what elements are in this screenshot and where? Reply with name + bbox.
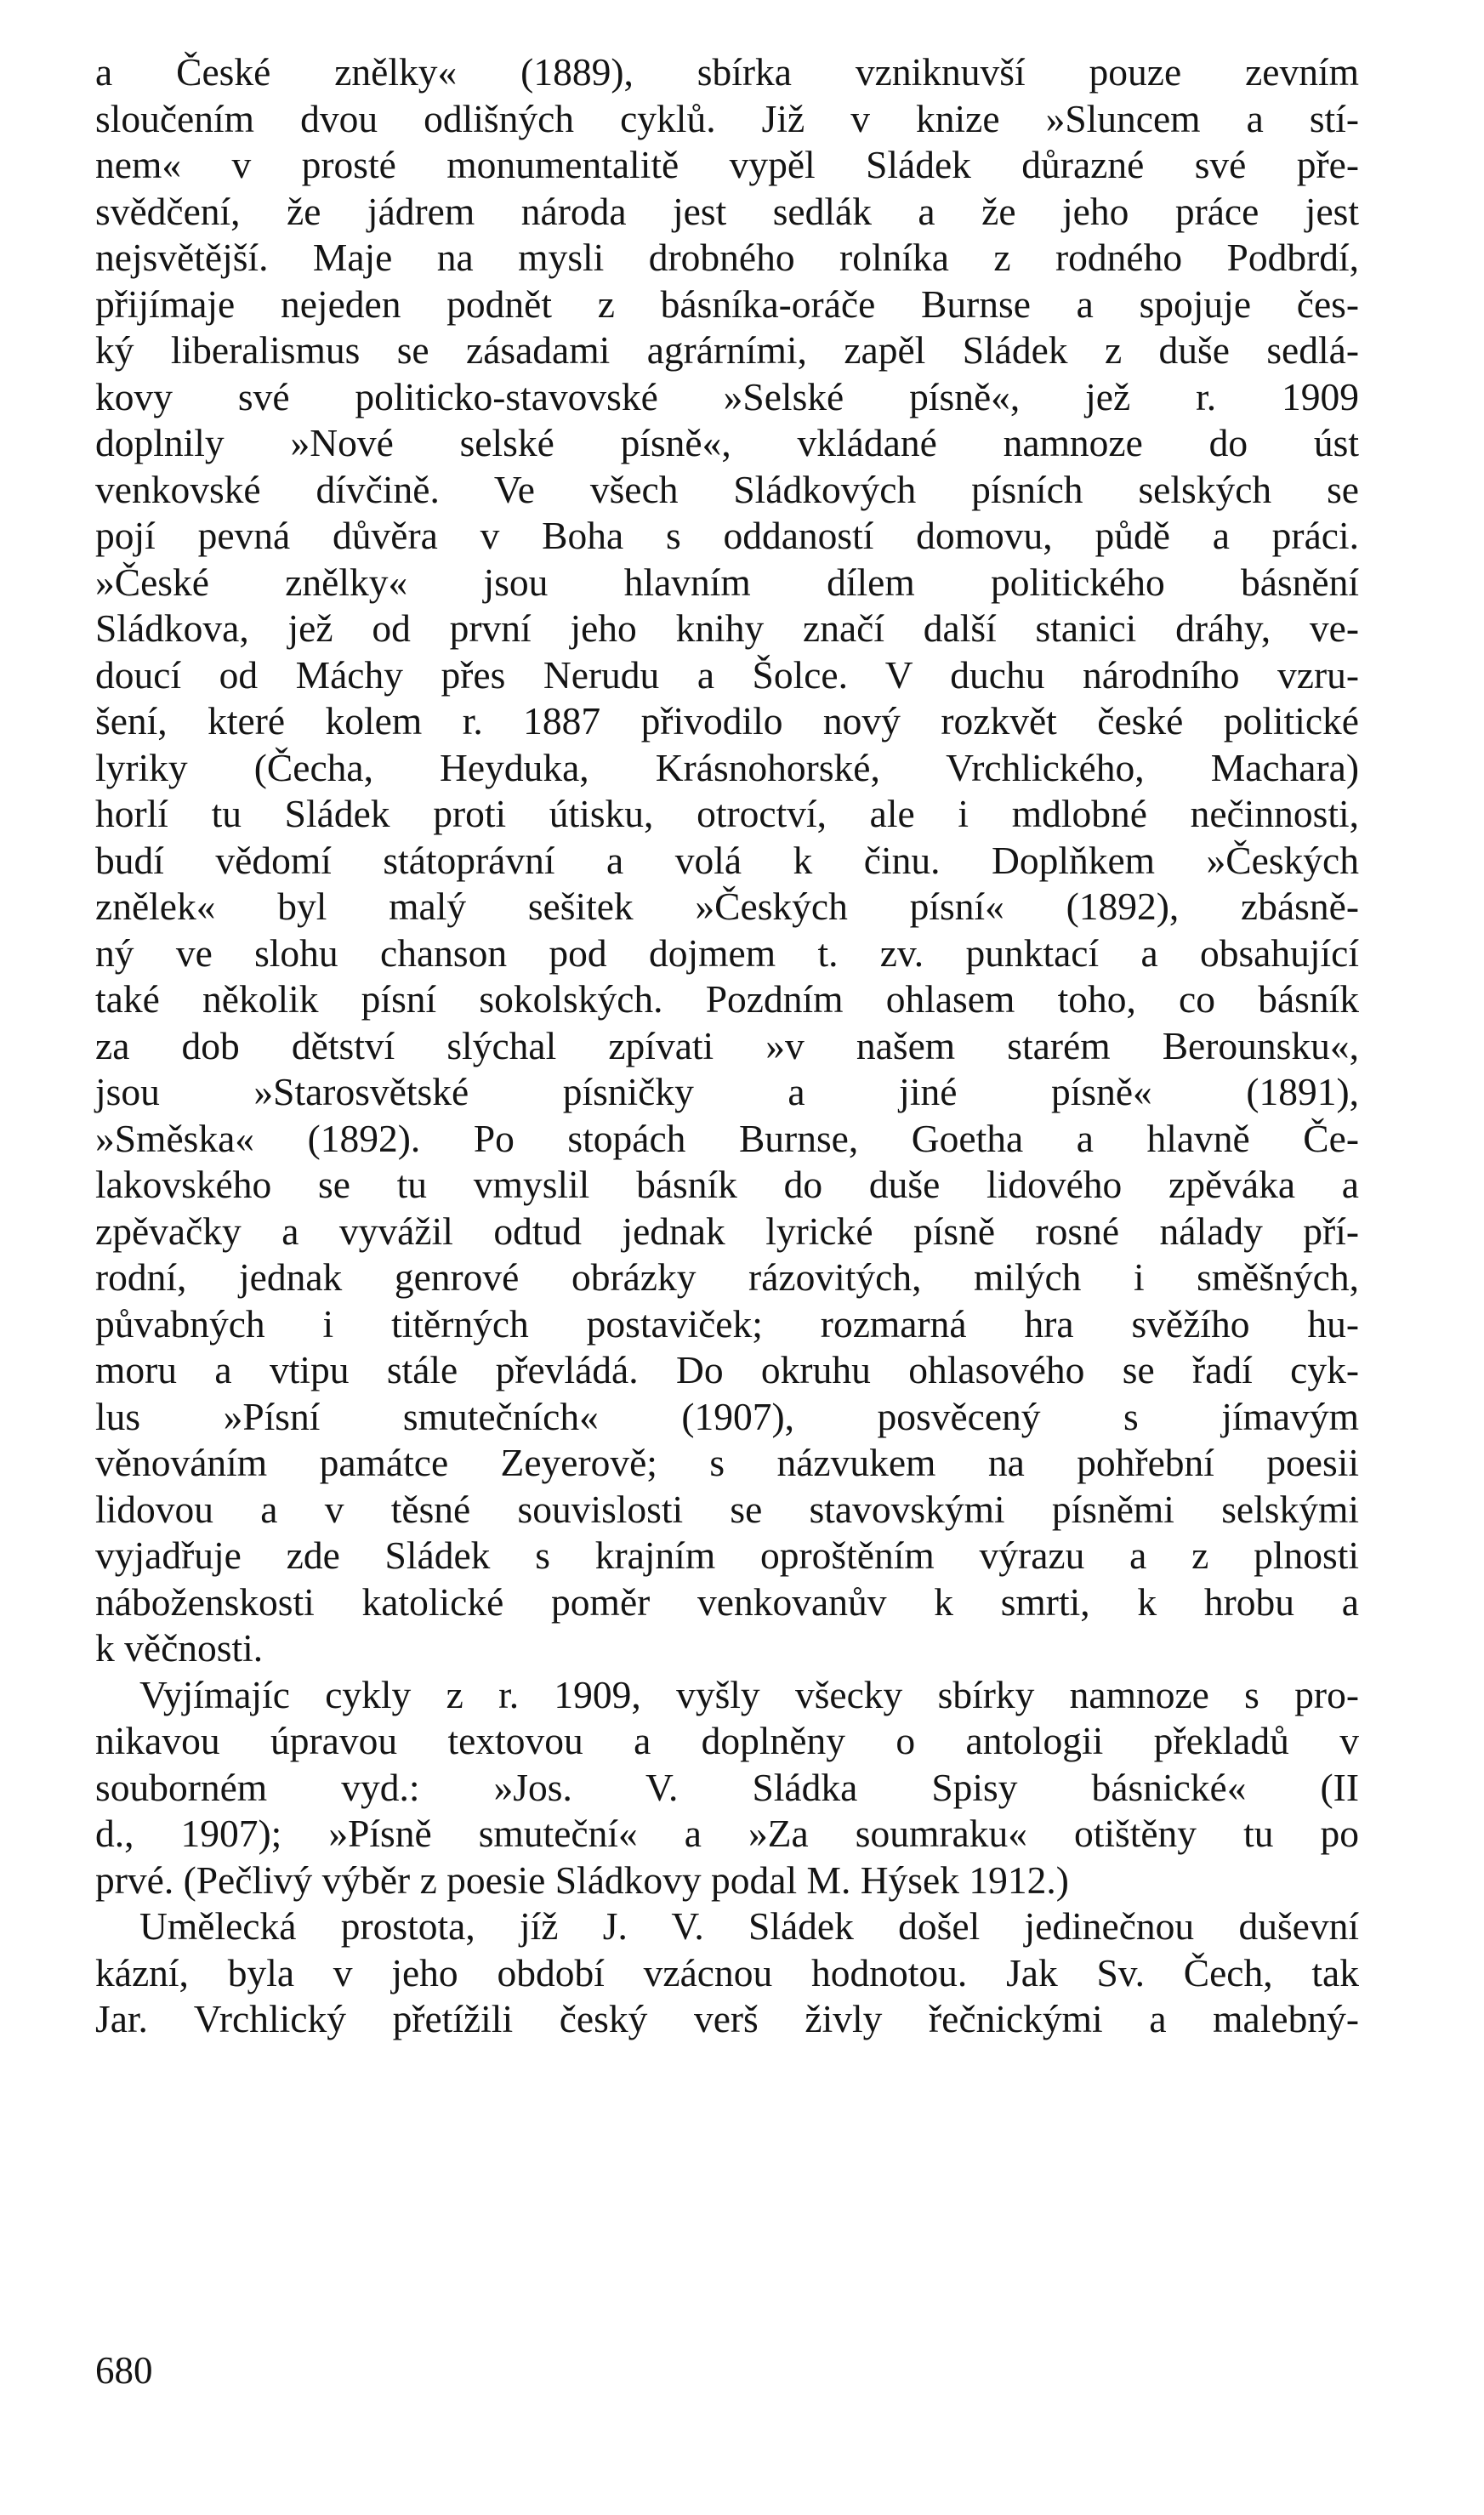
page-number: 680 xyxy=(95,2349,153,2392)
text-line: d., 1907); »Písně smuteční« a »Za soumraku« otištěny tu po xyxy=(95,1812,1359,1855)
text-line: také několik písní sokolských. Pozdním ohlasem toho, co básník xyxy=(95,977,1359,1021)
text-line: ný ve slohu chanson pod dojmem t. zv. punktací a obsahující xyxy=(95,930,1359,975)
text-line: pojí pevná důvěra v Boha s oddaností domovu, půdě a práci. xyxy=(95,514,1359,557)
text-line: horlí tu Sládek proti útisku, otroctví, ale i mdlobné nečinnosti, xyxy=(95,792,1359,835)
text-line: nikavou úpravou textovou a doplněny o antologii překladů v xyxy=(95,1719,1359,1762)
text-line: prvé. (Pečlivý výběr z poesie Sládkovy podal M. Hýsek 1912.) xyxy=(95,1858,1069,1902)
text-line: lakovského se tu vmyslil básník do duše lidového zpěváka a xyxy=(95,1163,1359,1206)
text-line: Umělecká prostota, jíž J. V. Sládek došel jedinečnou duševní xyxy=(139,1904,1359,1948)
text-line: moru a vtipu stále převládá. Do okruhu ohlasového se řadí cyk- xyxy=(95,1348,1359,1391)
text-line: souborném vyd.: »Jos. V. Sládka Spisy básnické« (II xyxy=(95,1765,1359,1809)
text-line: nem« v prosté monumentalitě vypěl Sládek důrazné své pře- xyxy=(95,143,1359,186)
text-line: budí vědomí státoprávní a volá k činu. Doplňkem »Českých xyxy=(95,838,1359,882)
text-line: lidovou a v těsné souvislosti se stavovskými písněmi selskými xyxy=(95,1487,1359,1531)
text-line: zpěvačky a vyvážil odtud jednak lyrické písně rosné nálady pří- xyxy=(95,1209,1359,1253)
text-line: »Směska« (1892). Po stopách Burnse, Goetha a hlavně Če- xyxy=(95,1116,1359,1160)
text-line: rodní, jednak genrové obrázky rázovitých, milých i směšných, xyxy=(95,1255,1359,1299)
text-line: ký liberalismus se zásadami agrárními, zapěl Sládek z duše sedlá- xyxy=(95,328,1359,372)
text-line: přijímaje nejeden podnět z básníka-oráče Burnse a spojuje čes- xyxy=(95,282,1359,326)
text-line: jsou »Starosvětské písničky a jiné písně« (1891), xyxy=(95,1070,1359,1113)
text-line: znělek« byl malý sešitek »Českých písní« (1892), zbásně- xyxy=(95,885,1359,928)
text-line: věnováním památce Zeyerově; s názvukem na pohřební poesii xyxy=(95,1441,1359,1484)
text-line: nejsvětější. Maje na mysli drobného rolníka z rodného Podbrdí, xyxy=(95,236,1359,279)
text-line: k věčnosti. xyxy=(95,1626,264,1670)
text-line: náboženskosti katolické poměr venkovanův k smrti, k hrobu a xyxy=(95,1579,1359,1624)
text-line: svědčení, že jádrem národa jest sedlák a že jeho práce jest xyxy=(95,189,1359,233)
text-line: doplnily »Nové selské písně«, vkládané namnoze do úst xyxy=(95,421,1359,464)
page-text xyxy=(95,49,1359,2043)
text-line: doucí od Máchy přes Nerudu a Šolce. V duchu národního vzru- xyxy=(95,652,1359,697)
text-line: vyjadřuje zde Sládek s krajním oproštěním výrazu a z plnosti xyxy=(95,1533,1359,1577)
text-line: a České znělky« (1889), sbírka vzniknuvší pouze zevním xyxy=(95,50,1359,94)
text-line: venkovské dívčině. Ve všech Sládkových písních selských se xyxy=(95,467,1359,511)
text-line: kovy své politicko-stavovské »Selské písně«, jež r. 1909 xyxy=(95,374,1359,418)
text-line: Vyjímajíc cykly z r. 1909, vyšly všecky sbírky namnoze s pro- xyxy=(139,1672,1359,1716)
text-line: šení, které kolem r. 1887 přivodilo nový rozkvět české politické xyxy=(95,699,1359,743)
text-line: lus »Písní smutečních« (1907), posvěcený s jímavým xyxy=(95,1394,1359,1438)
text-line: kázní, byla v jeho období vzácnou hodnotou. Jak Sv. Čech, tak xyxy=(95,1950,1359,1994)
text-line: lyriky (Čecha, Heyduka, Krásnohorské, Vrchlického, Machara) xyxy=(95,745,1359,789)
text-line: sloučením dvou odlišných cyklů. Již v knize »Sluncem a stí- xyxy=(95,96,1359,140)
text-line: za dob dětství slýchal zpívati »v našem starém Berounsku«, xyxy=(95,1023,1359,1067)
text-line: půvabných i titěrných postaviček; rozmarná hra svěžího hu- xyxy=(95,1301,1359,1346)
text-line: »České znělky« jsou hlavním dílem politického básnění xyxy=(95,560,1359,604)
text-line: Jar. Vrchlický přetížili český verš živly řečnickými a malebný- xyxy=(95,1997,1359,2040)
text-line: Sládkova, jež od první jeho knihy značí další stanici dráhy, ve- xyxy=(95,606,1359,650)
